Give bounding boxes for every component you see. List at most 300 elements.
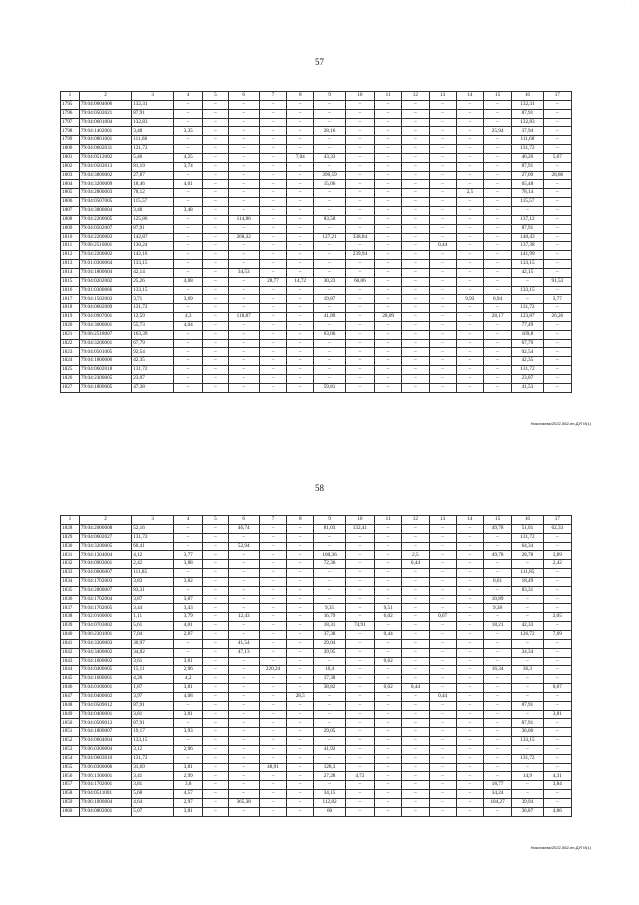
table-cell: –	[345, 100, 374, 109]
table-row	[61, 268, 572, 277]
table-cell: –	[375, 551, 402, 560]
table-cell: –	[259, 754, 286, 763]
column-header: 15	[483, 516, 511, 525]
table-cell: –	[402, 586, 429, 595]
table-cell: 1797	[61, 118, 80, 127]
table-cell: –	[259, 198, 286, 207]
table-cell: –	[483, 657, 511, 666]
table-cell: 1800	[61, 145, 80, 154]
table-cell: –	[456, 162, 483, 171]
table-row	[61, 286, 572, 295]
table-row	[61, 710, 572, 719]
table-cell: –	[203, 277, 228, 286]
table-cell: –	[456, 215, 483, 224]
table-cell: –	[314, 542, 345, 551]
table-cell: –	[429, 330, 456, 339]
table-cell: 79:04:0603010	[79, 754, 131, 763]
table-cell: –	[203, 242, 228, 251]
table-cell: 64,34	[512, 542, 543, 551]
table-cell: –	[203, 127, 228, 136]
table-cell: 79:04:0509012	[79, 701, 131, 710]
table-cell: –	[345, 286, 374, 295]
table-cell: –	[174, 145, 203, 154]
table-cell: –	[314, 100, 345, 109]
page-number: 58	[315, 483, 324, 493]
table-cell: –	[228, 533, 259, 542]
table-cell: 52,94	[228, 542, 259, 551]
table-cell: –	[456, 781, 483, 790]
table-cell: –	[402, 180, 429, 189]
table-cell: 1855	[61, 763, 80, 772]
table-cell: 133,15	[512, 260, 543, 269]
table-cell: –	[287, 260, 314, 269]
table-cell: –	[483, 586, 511, 595]
table-cell: 3,81	[132, 710, 174, 719]
table-cell: –	[345, 728, 374, 737]
table-cell: 111,85	[512, 569, 543, 578]
table-cell: –	[259, 366, 286, 375]
table-cell: 79:04:1702001	[79, 781, 131, 790]
table-cell: –	[228, 630, 259, 639]
table-cell: 163,39	[132, 330, 174, 339]
column-header: 15	[483, 92, 511, 101]
table-cell: 79:06:1300001	[79, 772, 131, 781]
table-cell: 12,59	[132, 313, 174, 322]
table-cell: –	[456, 763, 483, 772]
table-cell: 79:04:0512002	[79, 153, 131, 162]
table-cell: –	[402, 790, 429, 799]
column-header: 2	[79, 92, 131, 101]
table-cell: –	[174, 348, 203, 357]
table-cell: –	[345, 595, 374, 604]
table-cell: –	[483, 198, 511, 207]
table-cell: –	[259, 524, 286, 533]
table-cell: –	[543, 675, 571, 684]
table-cell: 1805	[61, 189, 80, 198]
table-cell: –	[429, 145, 456, 154]
table-cell: –	[402, 630, 429, 639]
table-cell: –	[228, 242, 259, 251]
table-cell: 4,3	[174, 313, 203, 322]
table-cell: –	[483, 145, 511, 154]
table-cell: 79:06:0300004	[79, 745, 131, 754]
table-cell: –	[203, 206, 228, 215]
table-cell: –	[259, 321, 286, 330]
table-row	[61, 375, 572, 384]
table-cell: 1846	[61, 684, 80, 693]
table-cell: 0,67	[543, 684, 571, 693]
table-cell: –	[203, 675, 228, 684]
table-cell: 0,94	[483, 295, 511, 304]
table-cell: –	[203, 657, 228, 666]
table-cell: –	[259, 127, 286, 136]
table-cell: –	[174, 533, 203, 542]
table-cell: –	[259, 242, 286, 251]
table-cell: –	[174, 286, 203, 295]
table-cell: 131,72	[132, 533, 174, 542]
table-cell: 3,12	[132, 745, 174, 754]
table-cell: 131,72	[512, 754, 543, 763]
table-cell: 1851	[61, 728, 80, 737]
table-cell: –	[456, 648, 483, 657]
table-row	[61, 215, 572, 224]
table-cell: –	[375, 524, 402, 533]
table-cell: –	[345, 224, 374, 233]
table-cell: –	[402, 675, 429, 684]
table-cell: 1809	[61, 224, 80, 233]
table-cell: –	[203, 781, 228, 790]
table-cell: –	[483, 100, 511, 109]
table-cell: 43,33	[314, 153, 345, 162]
table-cell: 127,21	[314, 233, 345, 242]
table-cell: 390,59	[314, 171, 345, 180]
table-cell: –	[174, 215, 203, 224]
table-cell: –	[483, 206, 511, 215]
table-cell: –	[314, 586, 345, 595]
table-cell: –	[483, 701, 511, 710]
table-cell: 79:04:0502007	[79, 224, 131, 233]
table-cell: 111,85	[132, 569, 174, 578]
table-cell: –	[456, 321, 483, 330]
table-cell: –	[228, 737, 259, 746]
table-cell: 1813	[61, 260, 80, 269]
table-cell: 3,48	[174, 206, 203, 215]
table-cell: –	[228, 260, 259, 269]
table-row	[61, 198, 572, 207]
table-cell: –	[345, 357, 374, 366]
table-cell: –	[456, 268, 483, 277]
table-cell: 137,38	[512, 242, 543, 251]
table-cell: –	[345, 127, 374, 136]
table-cell: –	[512, 277, 543, 286]
table-cell: –	[228, 657, 259, 666]
table-row	[61, 807, 572, 816]
table-cell: –	[456, 692, 483, 701]
table-cell: –	[203, 145, 228, 154]
table-row	[61, 542, 572, 551]
table-cell: 3,88	[174, 560, 203, 569]
table-cell: –	[287, 728, 314, 737]
column-header: 10	[345, 92, 374, 101]
table-cell: –	[429, 189, 456, 198]
table-cell: –	[402, 242, 429, 251]
table-cell: –	[259, 189, 286, 198]
table-cell: 27,28	[314, 772, 345, 781]
table-cell: 1857	[61, 781, 80, 790]
table-cell: –	[314, 737, 345, 746]
table-cell: –	[259, 339, 286, 348]
table-cell: –	[314, 162, 345, 171]
table-cell: –	[259, 162, 286, 171]
table-cell: –	[456, 100, 483, 109]
table-cell: 79:04:1800005	[79, 383, 131, 392]
table-cell: –	[456, 109, 483, 118]
table-cell: –	[228, 251, 259, 260]
table-cell: –	[543, 136, 571, 145]
table-cell: –	[402, 799, 429, 808]
table-cell: –	[429, 215, 456, 224]
table-cell: 100,36	[314, 551, 345, 560]
table-cell: 3,61	[174, 657, 203, 666]
table-cell: 1822	[61, 339, 80, 348]
table-cell: 4,25	[174, 153, 203, 162]
table-cell: –	[402, 781, 429, 790]
table-cell: –	[314, 375, 345, 384]
table-cell: 1814	[61, 268, 80, 277]
table-cell: 9,35	[314, 604, 345, 613]
table-cell: 47,13	[228, 648, 259, 657]
table-cell: 1820	[61, 321, 80, 330]
table-cell: –	[228, 692, 259, 701]
table-cell: –	[543, 357, 571, 366]
table-cell: 1838	[61, 613, 80, 622]
table-cell: –	[203, 295, 228, 304]
table-cell: –	[483, 153, 511, 162]
table-cell: –	[429, 171, 456, 180]
table-cell: –	[314, 754, 345, 763]
table-cell: –	[429, 286, 456, 295]
table-cell: –	[287, 375, 314, 384]
table-cell: –	[314, 366, 345, 375]
table-cell: 1852	[61, 737, 80, 746]
table-cell: –	[543, 719, 571, 728]
table-row	[61, 118, 572, 127]
corner-mark: ·	[623, 4, 625, 9]
table-cell: –	[259, 375, 286, 384]
table-cell: –	[429, 348, 456, 357]
table-cell: –	[228, 710, 259, 719]
table-cell: 79:04:0903001	[79, 560, 131, 569]
table-cell: –	[228, 684, 259, 693]
table-cell: –	[456, 639, 483, 648]
table-cell: 79:04:1502003	[79, 295, 131, 304]
table-cell: 3,43	[174, 604, 203, 613]
table-cell: –	[483, 684, 511, 693]
table-cell: –	[375, 383, 402, 392]
table-cell: –	[259, 639, 286, 648]
table-cell: 79:04:1702004	[79, 595, 131, 604]
table-cell: –	[543, 639, 571, 648]
table-cell: –	[512, 613, 543, 622]
table-cell: –	[314, 533, 345, 542]
table-cell: 27,09	[512, 171, 543, 180]
table-cell: –	[228, 577, 259, 586]
table-cell: 19,17	[132, 728, 174, 737]
table-cell: 131,72	[132, 304, 174, 313]
table-cell: 81,03	[314, 524, 345, 533]
table-cell: –	[512, 295, 543, 304]
table-cell: –	[203, 171, 228, 180]
table-cell: –	[203, 719, 228, 728]
table-cell: –	[203, 304, 228, 313]
table-cell: 79:04:0502013	[79, 162, 131, 171]
table-cell: 1817	[61, 295, 80, 304]
table-cell: 1849	[61, 710, 80, 719]
table-cell: –	[375, 206, 402, 215]
table-cell: –	[543, 799, 571, 808]
table-cell: –	[402, 136, 429, 145]
footer-signature: Николаева/2022-562-пп-ДУГИ(1)	[530, 421, 591, 426]
table-cell: 29,05	[314, 728, 345, 737]
table-cell: –	[259, 675, 286, 684]
table-cell: –	[429, 206, 456, 215]
table-cell: 268,32	[228, 233, 259, 242]
table-cell: –	[375, 233, 402, 242]
table-cell: –	[314, 781, 345, 790]
table-cell: –	[174, 251, 203, 260]
table-cell: 1833	[61, 569, 80, 578]
table-cell: –	[287, 551, 314, 560]
table-cell: –	[287, 586, 314, 595]
table-cell: –	[543, 542, 571, 551]
table-cell: 3,74	[174, 162, 203, 171]
table-cell: –	[483, 719, 511, 728]
table-cell: 72,36	[314, 560, 345, 569]
table-cell: 2,42	[132, 560, 174, 569]
table-cell: –	[429, 772, 456, 781]
table-cell: –	[429, 684, 456, 693]
table-cell: –	[203, 260, 228, 269]
table-cell: –	[456, 657, 483, 666]
table-cell: 0,67	[429, 613, 456, 622]
table-cell: –	[375, 754, 402, 763]
table-cell: –	[483, 286, 511, 295]
table-cell: –	[287, 189, 314, 198]
table-cell: 0,61	[483, 577, 511, 586]
table-row	[61, 551, 572, 560]
table-cell: –	[228, 569, 259, 578]
table-cell: –	[429, 701, 456, 710]
table-row	[61, 339, 572, 348]
table-cell: –	[174, 375, 203, 384]
table-cell: –	[345, 684, 374, 693]
table-cell: –	[259, 604, 286, 613]
table-cell: 2,97	[174, 799, 203, 808]
table-cell: –	[483, 745, 511, 754]
table-cell: –	[429, 268, 456, 277]
table-cell: 132,41	[345, 524, 374, 533]
table-cell: 18,31	[314, 622, 345, 631]
table-cell: –	[174, 136, 203, 145]
table-cell: –	[287, 763, 314, 772]
table-row	[61, 242, 572, 251]
table-cell: –	[174, 339, 203, 348]
column-header: 13	[429, 92, 456, 101]
table-cell: –	[512, 639, 543, 648]
table-cell: –	[203, 109, 228, 118]
table-cell: –	[375, 533, 402, 542]
table-cell: 3,71	[132, 295, 174, 304]
table-cell: 1837	[61, 604, 80, 613]
table-row	[61, 754, 572, 763]
table-cell: –	[375, 799, 402, 808]
table-cell: –	[287, 737, 314, 746]
table-cell: –	[345, 136, 374, 145]
table-cell: –	[456, 233, 483, 242]
table-cell: –	[259, 728, 286, 737]
table-cell: 239,94	[345, 251, 374, 260]
table-cell: –	[429, 383, 456, 392]
table-cell: –	[259, 542, 286, 551]
table-cell: –	[402, 321, 429, 330]
table-cell: –	[287, 383, 314, 392]
table-cell: –	[228, 560, 259, 569]
table-row	[61, 321, 572, 330]
table-cell: –	[402, 268, 429, 277]
table-cell: 5,46	[132, 153, 174, 162]
table-cell: 79:04:3200005	[79, 542, 131, 551]
table-cell: –	[456, 118, 483, 127]
table-cell: –	[375, 215, 402, 224]
column-header: 11	[375, 92, 402, 101]
table-row	[61, 781, 572, 790]
table-cell: 16,34	[483, 666, 511, 675]
table-cell: –	[345, 807, 374, 816]
table-cell: –	[228, 622, 259, 631]
table-cell: –	[228, 383, 259, 392]
table-cell: 3,35	[174, 127, 203, 136]
table-cell: –	[375, 304, 402, 313]
table-cell: 79:04:1402001	[79, 127, 131, 136]
table-cell: –	[314, 224, 345, 233]
table-cell: –	[287, 268, 314, 277]
table-cell: –	[345, 383, 374, 392]
table-cell: 4,04	[174, 321, 203, 330]
table-row	[61, 313, 572, 322]
table-cell: –	[203, 357, 228, 366]
table-cell: 12,43	[228, 613, 259, 622]
table-cell: –	[429, 586, 456, 595]
table-cell: 6,02	[375, 613, 402, 622]
table-cell: –	[543, 251, 571, 260]
table-cell: –	[174, 542, 203, 551]
table-cell: –	[483, 321, 511, 330]
table-cell: –	[402, 224, 429, 233]
table-cell: 42,15	[512, 268, 543, 277]
table-cell: –	[402, 304, 429, 313]
table-cell: –	[174, 224, 203, 233]
table-row	[61, 569, 572, 578]
table-cell: 1860	[61, 807, 80, 816]
table-cell: –	[203, 136, 228, 145]
table-cell: –	[259, 701, 286, 710]
table-cell: –	[456, 569, 483, 578]
table-cell: –	[375, 109, 402, 118]
table-cell: 92,54	[132, 348, 174, 357]
table-cell: –	[228, 675, 259, 684]
table-cell: 7,04	[287, 153, 314, 162]
table-cell: 79:04:2800007	[79, 586, 131, 595]
table-cell: –	[203, 648, 228, 657]
table-cell: –	[402, 162, 429, 171]
table-cell: –	[228, 366, 259, 375]
table-cell: 115,57	[132, 198, 174, 207]
table-cell: –	[203, 524, 228, 533]
table-cell: –	[543, 701, 571, 710]
table-cell: –	[402, 622, 429, 631]
table-row	[61, 701, 572, 710]
table-cell: –	[287, 630, 314, 639]
table-cell: –	[287, 109, 314, 118]
table-cell: 0,44	[402, 684, 429, 693]
table-cell: 87,91	[132, 224, 174, 233]
table-cell: –	[345, 295, 374, 304]
table-cell: –	[203, 153, 228, 162]
table-cell: 79:04:2200002	[79, 251, 131, 260]
table-cell: 1823	[61, 348, 80, 357]
table-cell: –	[203, 551, 228, 560]
table-row	[61, 604, 572, 613]
